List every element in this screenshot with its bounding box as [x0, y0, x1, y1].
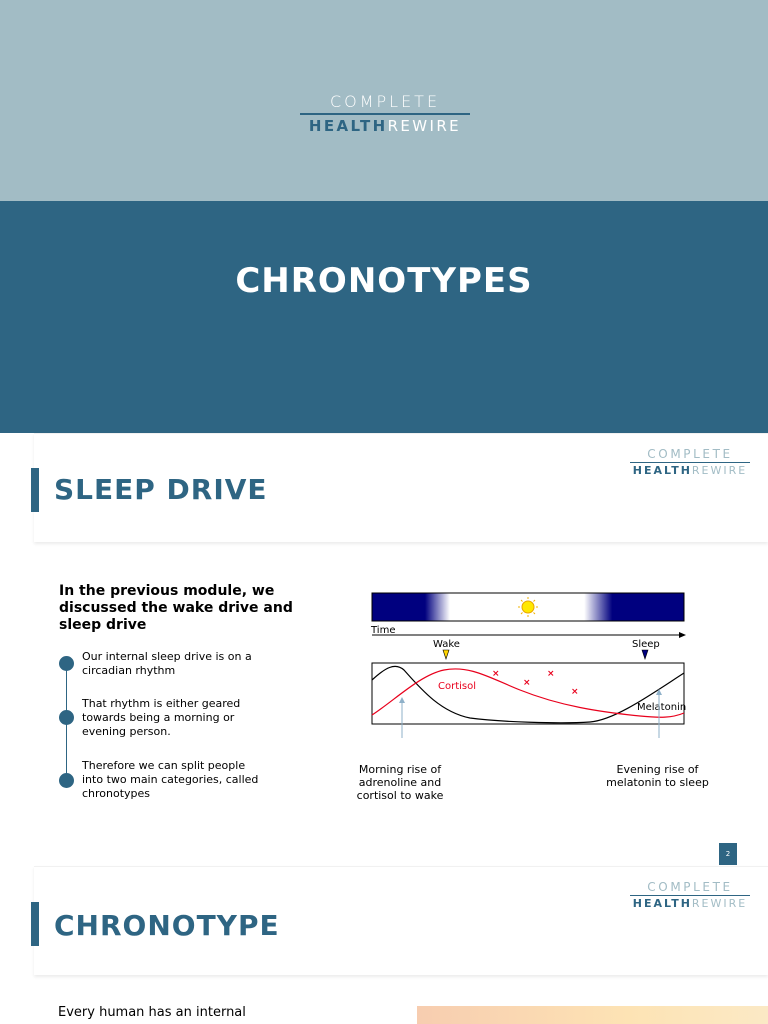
time-arrowhead	[679, 632, 686, 638]
section-title: SLEEP DRIVE	[54, 473, 268, 506]
logo-rule	[630, 462, 750, 463]
brand-logo	[300, 93, 470, 135]
svg-text:×: ×	[547, 669, 555, 679]
section-title: CHRONOTYPE	[54, 909, 280, 942]
timeline-dot	[59, 710, 74, 725]
cortisol-label: Cortisol	[438, 681, 477, 692]
title-accent-bar	[31, 468, 39, 512]
caption-evening: Evening rise of melatonin to sleep	[606, 763, 709, 789]
svg-text:×: ×	[571, 687, 579, 697]
logo-health: HEALTH	[308, 117, 388, 135]
time-label: Time	[371, 625, 396, 636]
logo-line-health-rewire	[630, 897, 750, 911]
logo-line-complete: COMPLETE	[329, 92, 441, 111]
logo-rewire: REWIRE	[691, 897, 748, 910]
timeline-dot	[59, 656, 74, 671]
slide-title: CHRONOTYPES	[235, 261, 533, 301]
brand-logo-small	[630, 447, 750, 478]
bullet-item: Our internal sleep drive is on a circadian rhythm	[82, 650, 252, 677]
intro-text: In the previous module, we discussed the wake drive and sleep drive	[59, 583, 293, 633]
page-number: 2	[719, 843, 737, 865]
sleep-label: Sleep	[632, 639, 660, 650]
logo-rule	[630, 895, 750, 896]
bullet-item: Therefore we can split people into two main categories, called chronotypes	[82, 759, 259, 800]
logo-line-complete: COMPLETE	[647, 880, 733, 894]
logo-line-complete: COMPLETE	[647, 447, 733, 461]
logo-line-health-rewire	[630, 464, 750, 478]
svg-text:×: ×	[523, 678, 531, 688]
slide-image	[417, 1006, 768, 1024]
timeline-dot	[59, 773, 74, 788]
circadian-diagram	[340, 588, 700, 738]
logo-rule	[300, 113, 470, 115]
logo-health: HEALTH	[632, 897, 692, 910]
logo-line-health-rewire	[300, 117, 470, 135]
wake-marker	[443, 650, 449, 659]
body-text: Every human has an internal	[58, 1005, 246, 1020]
melatonin-label: Melatonin	[637, 702, 687, 713]
logo-health: HEALTH	[632, 464, 692, 477]
title-slide-band	[0, 201, 768, 433]
brand-logo-small	[630, 880, 750, 911]
caption-morning: Morning rise of adrenoline and cortisol to wake	[356, 763, 444, 802]
sleep-marker	[642, 650, 648, 659]
title-accent-bar	[31, 902, 39, 946]
bullet-item: That rhythm is either geared towards being a morning or evening person.	[82, 697, 241, 738]
logo-rewire: REWIRE	[387, 117, 462, 135]
logo-rewire: REWIRE	[691, 464, 748, 477]
svg-text:×: ×	[492, 669, 500, 679]
wake-label: Wake	[433, 639, 460, 650]
